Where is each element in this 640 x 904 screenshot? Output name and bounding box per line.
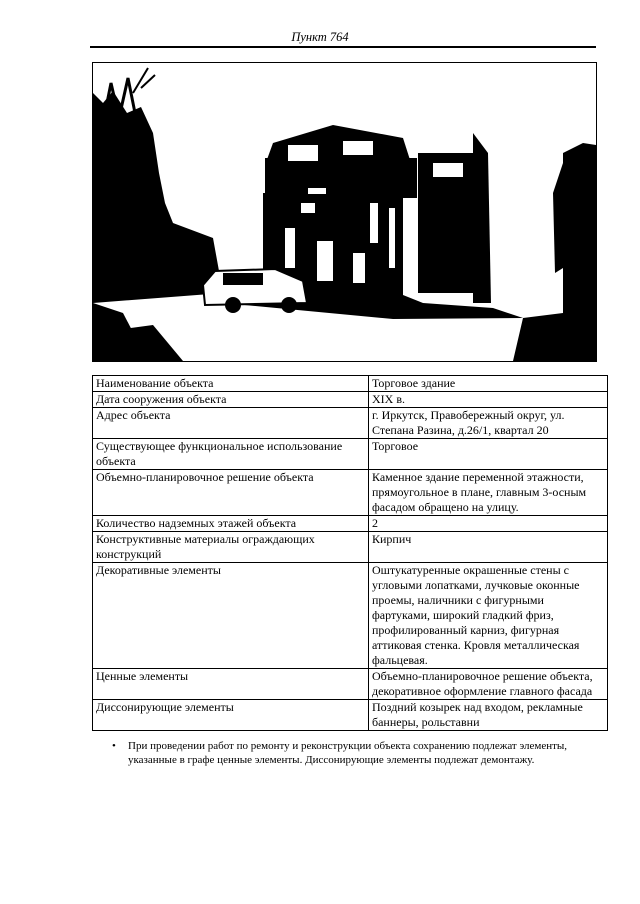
row-value: Каменное здание переменной этажности, прямоугольное в плане, главным 3-осным фасадом обращено на улицу. — [369, 470, 608, 516]
row-key: Конструктивные материалы ограждающих конструкций — [93, 532, 369, 563]
table-row — [93, 439, 608, 470]
bullet-icon: • — [112, 740, 116, 752]
table-row — [93, 563, 608, 669]
table-row — [93, 669, 608, 700]
row-value: Кирпич — [369, 532, 608, 563]
table-row — [93, 700, 608, 731]
table-row — [93, 470, 608, 516]
row-value: 2 — [369, 516, 608, 532]
row-key: Декоративные элементы — [93, 563, 369, 669]
table-row — [93, 516, 608, 532]
building-photo — [92, 62, 597, 362]
row-value: г. Иркутск, Правобережный округ, ул. Степана Разина, д.26/1, квартал 20 — [369, 408, 608, 439]
header-divider — [90, 46, 596, 48]
row-key: Ценные элементы — [93, 669, 369, 700]
object-info-table — [92, 375, 608, 731]
row-key: Объемно-планировочное решение объекта — [93, 470, 369, 516]
table-row — [93, 532, 608, 563]
row-value: Объемно-планировочное решение объекта, декоративное оформление главного фасада — [369, 669, 608, 700]
row-key: Количество надземных этажей объекта — [93, 516, 369, 532]
row-value: XIX в. — [369, 392, 608, 408]
row-value: Оштукатуренные окрашенные стены с угловыми лопатками, лучковые оконные проемы, наличники с фигурными фартуками, широкий гладкий фриз, профилированный карниз, фигурная аттиковая стенка. Кровля металлическая фальцевая. — [369, 563, 608, 669]
row-key: Наименование объекта — [93, 376, 369, 392]
table-row — [93, 392, 608, 408]
page-title: Пункт 764 — [291, 30, 349, 44]
row-value: Торговое — [369, 439, 608, 470]
row-key: Дата сооружения объекта — [93, 392, 369, 408]
row-value: Поздний козырек над входом, рекламные баннеры, рольставни — [369, 700, 608, 731]
table-row — [93, 376, 608, 392]
row-value: Торговое здание — [369, 376, 608, 392]
row-key: Адрес объекта — [93, 408, 369, 439]
building-photo-icon — [93, 63, 596, 361]
row-key: Существующее функциональное использование объекта — [93, 439, 369, 470]
note-text: При проведении работ по ремонту и реконструкции объекта сохранению подлежат элементы, указанные в графе ценные элементы. Диссонирующие элементы подлежат демонтажу. — [128, 740, 568, 766]
table-row — [93, 408, 608, 439]
row-key: Диссонирующие элементы — [93, 700, 369, 731]
preservation-note — [96, 739, 606, 767]
